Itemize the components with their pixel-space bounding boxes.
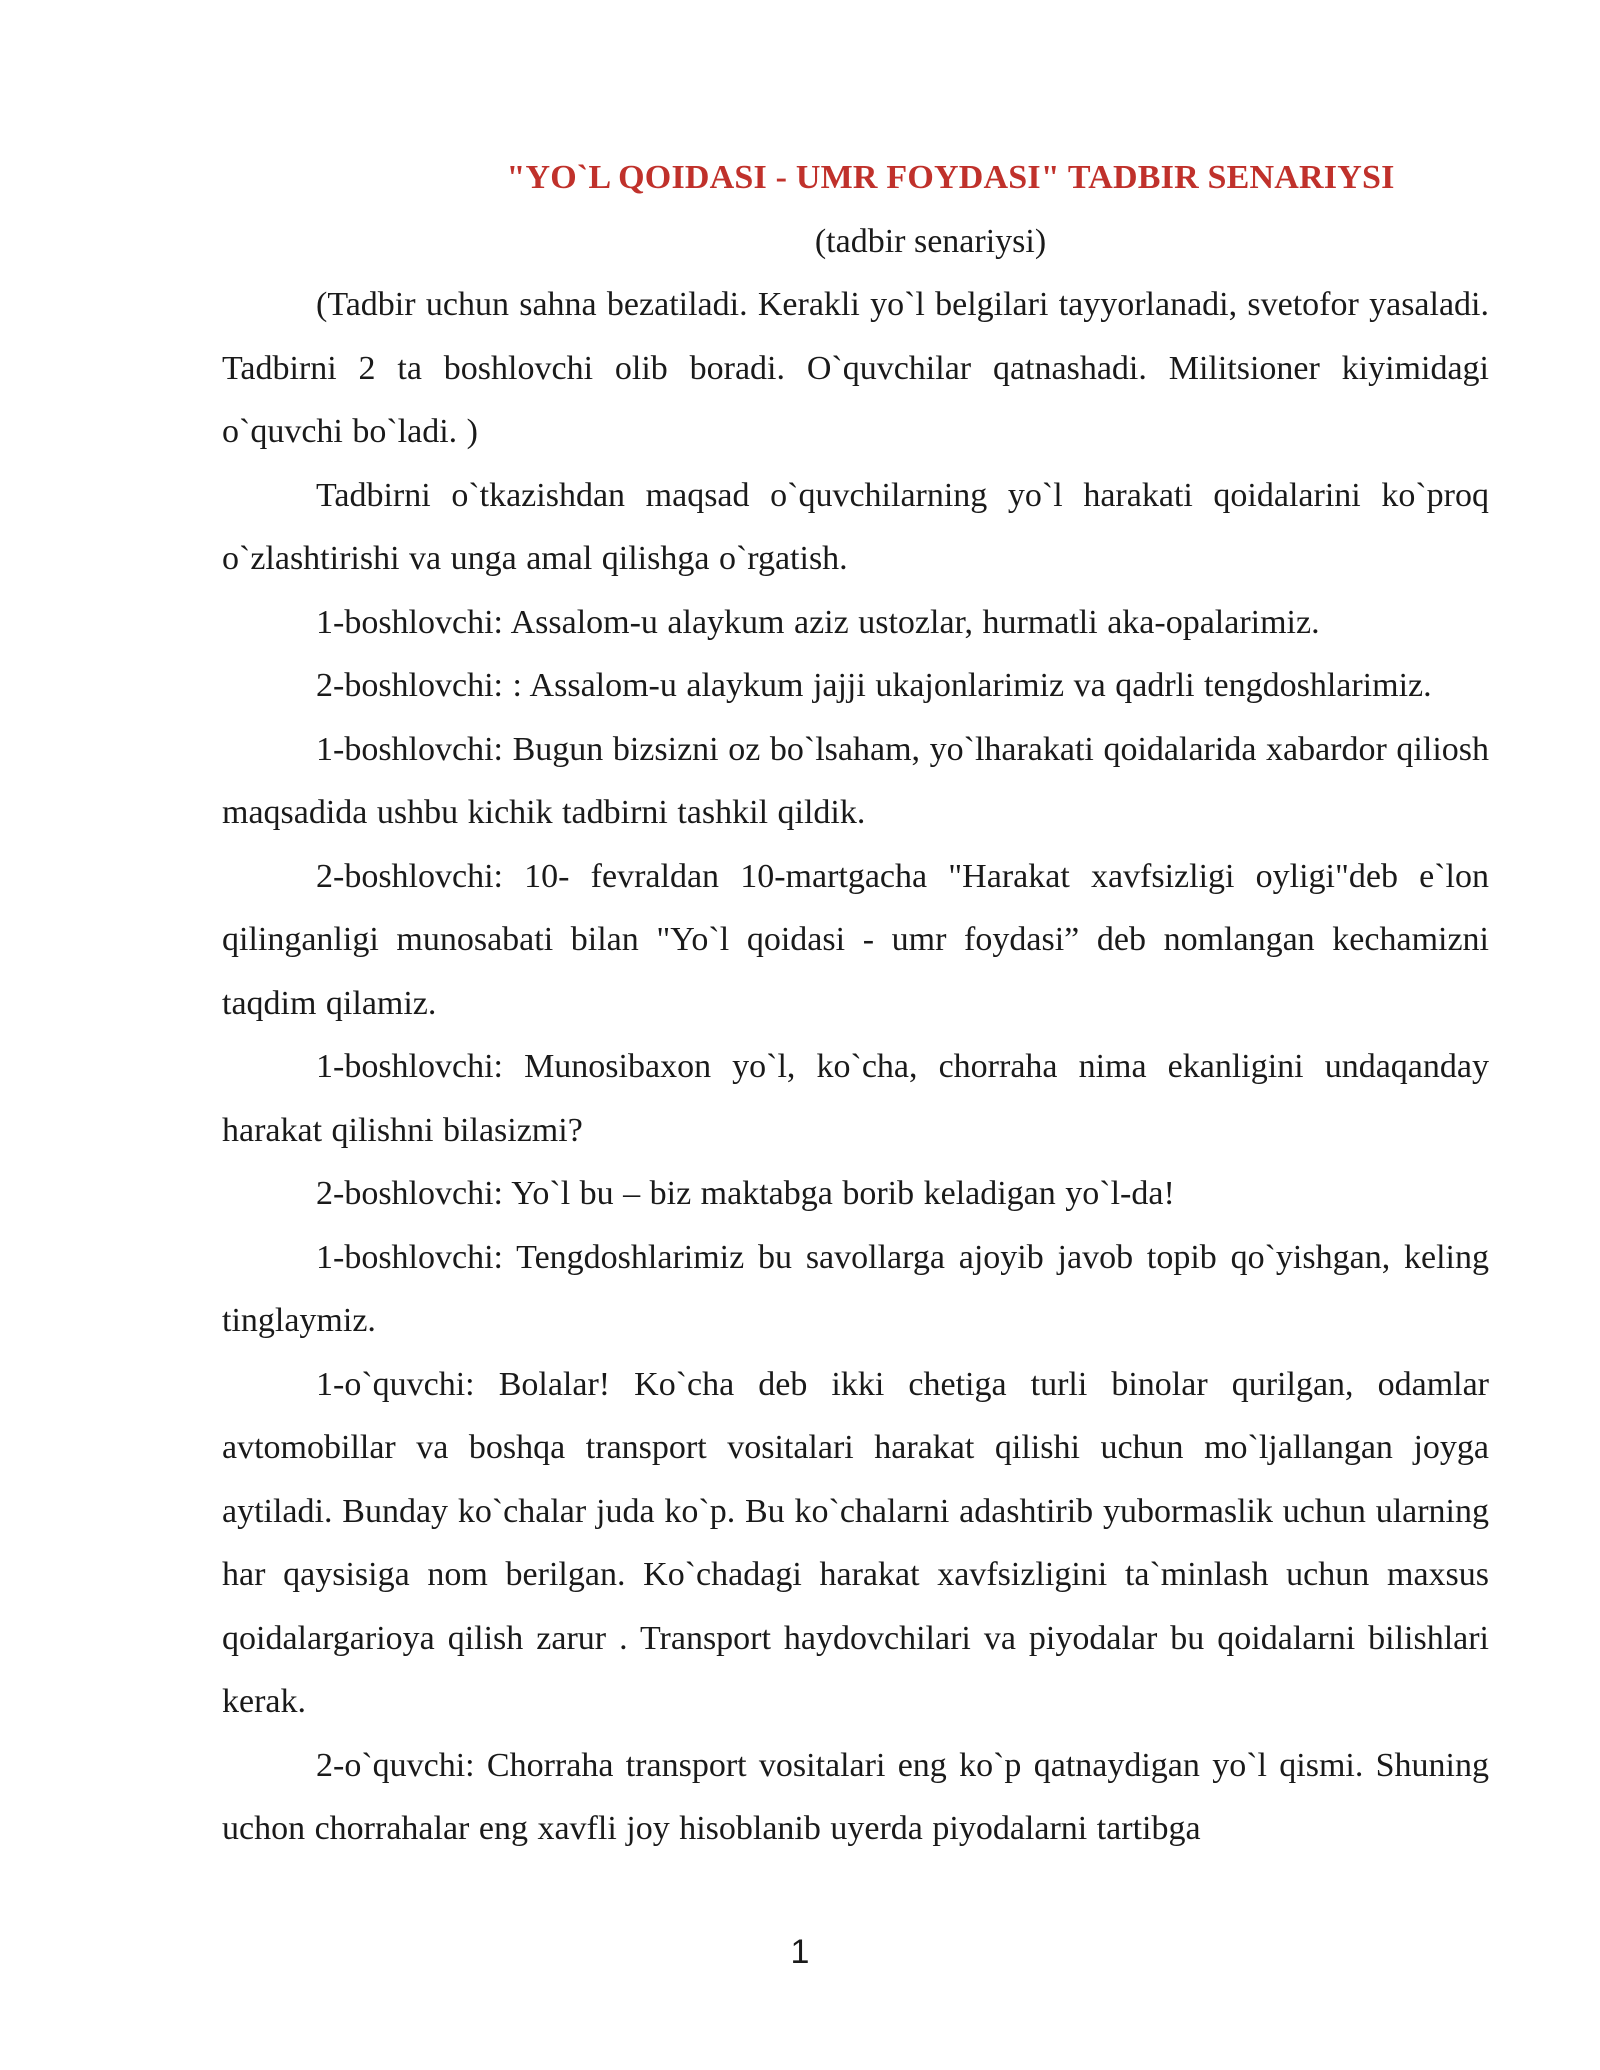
paragraph-purpose: Tadbirni o`tkazishdan maqsad o`quvchilarning yo`l harakati qoidalarini ko`proq o`zlashtirishi va unga amal qilishga o`rgatish. bbox=[222, 476, 1489, 577]
page-number: 1 bbox=[790, 1933, 810, 1971]
paragraph-host2-greeting: 2-boshlovchi: : Assalom-u alaykum jajji ukajonlarimiz va qadrli tengdoshlarimiz. bbox=[316, 667, 1432, 704]
paragraph-host1-greeting: 1-boshlovchi: Assalom-u alaykum aziz ustozlar, hurmatli aka-opalarimiz. bbox=[316, 603, 1320, 641]
paragraph-student2: 2-o`quvchi: Chorraha transport vositalari eng ko`p qatnaydigan yo`l qismi. Shuning uchon chorrahalar eng xavfli joy hisoblanib uyerda piyodalarni tartibga bbox=[222, 1746, 1489, 1847]
paragraph-host2-intro: 2-boshlovchi: 10- fevraldan 10-martgacha "Harakat xavfsizligi oyligi"deb e`lon qilinganligi munosabati bilan "Yo`l qoidasi - umr foydasi” deb nomlangan kechamizni taqdim qilamiz. bbox=[222, 857, 1489, 1022]
paragraph-student1: 1-o`quvchi: Bolalar! Ko`cha deb ikki chetiga turli binolar qurilgan, odamlar avtomobillar va boshqa transport vositalari harakat qilishi uchun mo`ljallangan joyga aytiladi. Bunday ko`chalar juda ko`p. Bu ko`chalarni adashtirib yubormaslik uchun ularning har qaysisiga nom berilgan. Ko`chadagi harakat xavfsizligini ta`minlash uchun maxsus qoidalargarioya qilish zarur . Transport haydovchilari va piyodalar bu qoidalarni bilishlari kerak. bbox=[222, 1365, 1489, 1720]
paragraph-stage-directions: (Tadbir uchun sahna bezatiladi. Kerakli yo`l belgilari tayyorlanadi, svetofor yasaladi. Tadbirni 2 ta boshlovchi olib boradi. O`quvchilar qatnashadi. Militsioner kiyimidagi o`quvchi bo`ladi. ) bbox=[222, 286, 1489, 450]
paragraph-host1-question: 1-boshlovchi: Munosibaxon yo`l, ko`cha, chorraha nima ekanligini undaqanday harakat qilishni bilasizmi? bbox=[222, 1048, 1489, 1149]
paragraph-host2-answer: 2-boshlovchi: Yo`l bu – biz maktabga borib keladigan yo`l-da! bbox=[316, 1175, 1175, 1212]
paragraph-host1-intro: 1-boshlovchi: Bugun bizsizni oz bo`lsaham, yo`lharakati qoidalarida xabardor qiliosh maqsadida ushbu kichik tadbirni tashkil qildik. bbox=[222, 730, 1489, 831]
document-subtitle: (tadbir senariysi) bbox=[814, 222, 1047, 260]
paragraph-host1-invite: 1-boshlovchi: Tengdoshlarimiz bu savollarga ajoyib javob topib qo`yishgan, keling tinglaymiz. bbox=[222, 1238, 1489, 1339]
document-title: "YO`L QOIDASI - UMR FOYDASI" TADBIR SENARIYSI bbox=[506, 159, 1395, 196]
document-body bbox=[222, 146, 1489, 1861]
